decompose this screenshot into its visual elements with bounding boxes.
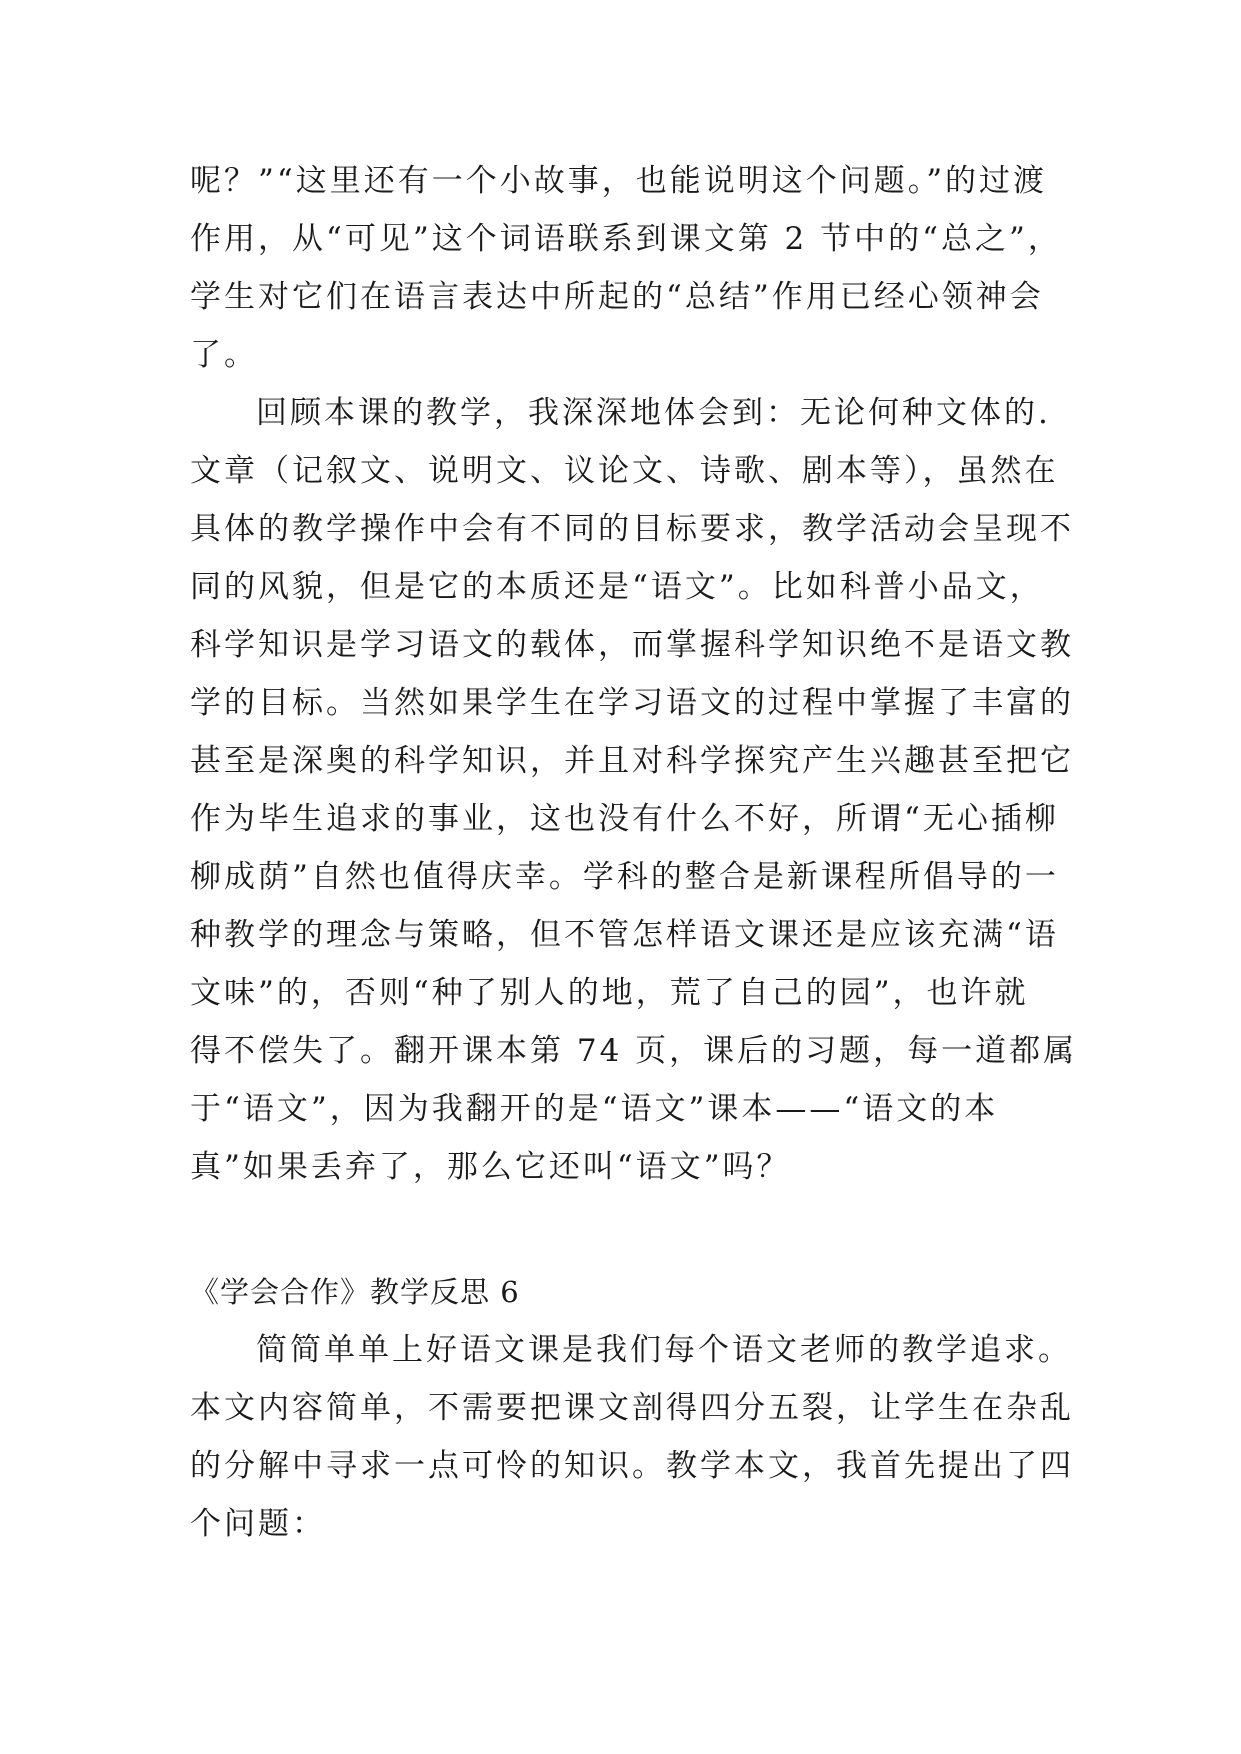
text-line: 同的风貌，但是它的本质还是“语文”。比如科普小品文，	[190, 569, 1044, 605]
text-line: 真”如果丢弃了，那么它还叫“语文”吗？	[190, 1149, 791, 1185]
paragraph-continuation	[190, 152, 1070, 384]
text-line: 科学知识是学习语文的载体，而掌握科学知识绝不是语文教	[190, 627, 1074, 663]
text-line: 个问题：	[190, 1506, 326, 1542]
paragraph-reflection	[190, 384, 1078, 1196]
text-line: 于“语文”，因为我翻开的是“语文”课本——“语文的本	[190, 1091, 999, 1127]
text-line: 作用，从“可见”这个词语联系到课文第 2 节中的“总之”，	[190, 221, 1062, 257]
text-line: 了。	[190, 337, 258, 373]
text-line: 本文内容简单，不需要把课文剖得四分五裂，让学生在杂乱	[190, 1390, 1074, 1426]
paragraph-section-intro	[190, 1321, 1074, 1553]
text-line: 作为毕生追求的事业，这也没有什么不好，所谓“无心插柳	[190, 801, 1059, 837]
text-line: 简简单单上好语文课是我们每个语文老师的教学追求。	[256, 1332, 1072, 1368]
text-line: 回顾本课的教学，我深深地体会到：无论何种文体的.	[256, 395, 1051, 431]
section-heading: 《学会合作》教学反思 6	[190, 1275, 520, 1309]
text-line: 的分解中寻求一点可怜的知识。教学本文，我首先提出了四	[190, 1448, 1074, 1484]
text-line: 柳成荫”自然也值得庆幸。学科的整合是新课程所倡导的一	[190, 859, 1059, 895]
text-line: 文味”的，否则“种了别人的地，荒了自己的园”，也许就	[190, 975, 1029, 1011]
text-line: 得不偿失了。翻开课本第 74 页，课后的习题，每一道都属	[190, 1033, 1078, 1069]
text-line: 具体的教学操作中会有不同的目标要求，教学活动会呈现不	[190, 511, 1074, 547]
text-line: 甚至是深奥的科学知识，并且对科学探究产生兴趣甚至把它	[190, 743, 1074, 779]
text-line: 学的目标。当然如果学生在学习语文的过程中掌握了丰富的	[190, 685, 1074, 721]
text-line: 呢？”“这里还有一个小故事，也能说明这个问题。”的过渡	[190, 163, 1048, 199]
text-line: 种教学的理念与策略，但不管怎样语文课还是应该充满“语	[190, 917, 1059, 953]
text-line: 学生对它们在语言表达中所起的“总结”作用已经心领神会	[190, 279, 1044, 315]
text-line: 文章（记叙文、说明文、议论文、诗歌、剧本等），虽然在	[190, 453, 1059, 489]
